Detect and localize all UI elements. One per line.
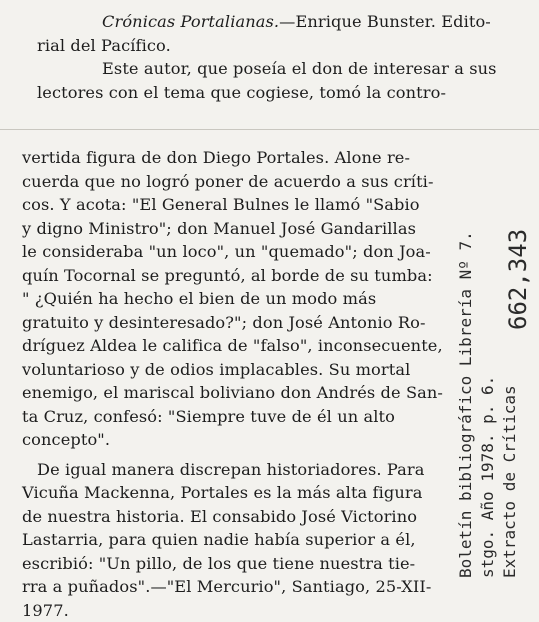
- text-line: le consideraba "un loco", un "quemado"; don Joa-: [22, 240, 467, 264]
- clipping-bottom: [22, 146, 467, 622]
- text-line: Este autor, que poseía el don de interesar a sus: [22, 57, 512, 81]
- text-line: concepto".: [22, 428, 467, 452]
- clipping-top: [22, 10, 512, 104]
- text-line: cuerda que no logró poner de acuerdo a sus críti-: [22, 170, 467, 194]
- text-line: ta Cruz, confesó: "Siempre tuve de él un alto: [22, 405, 467, 429]
- text-line: escribió: "Un pillo, de los que tiene nuestra tie-: [22, 552, 467, 576]
- text-line: de nuestra historia. El consabido José Victorino: [22, 505, 467, 529]
- text-line: enemigo, el mariscal boliviano don Andrés de San-: [22, 381, 467, 405]
- note-line: Boletín bibliográfico Librería Nº 7.: [455, 158, 477, 578]
- text-line: voluntarioso y de odios implacables. Su mortal: [22, 358, 467, 382]
- text-line: vertida figura de don Diego Portales. Alone re-: [22, 146, 467, 170]
- text-line: y digno Ministro"; don Manuel José Gandarillas: [22, 217, 467, 241]
- text-line: 1977.: [22, 599, 467, 622]
- text-line: dríguez Aldea le califica de "falso", inconsecuente,: [22, 334, 467, 358]
- text-line: Vicuña Mackenna, Portales es la más alta figura: [22, 481, 467, 505]
- handwritten-source-note: [455, 158, 521, 578]
- review-heading: [22, 10, 512, 34]
- review-author-publisher: —Enrique Bunster. Edito-: [279, 12, 491, 31]
- text-line: Lastarria, para quien nadie había superior a él,: [22, 528, 467, 552]
- text-line: quín Tocornal se preguntó, al borde de su tumba:: [22, 264, 467, 288]
- text-line: rra a puñados".—"El Mercurio", Santiago, 25-XII-: [22, 575, 467, 599]
- text-line: De igual manera discrepan historiadores. Para: [22, 458, 467, 482]
- note-line: Extracto de Críticas: [499, 158, 521, 578]
- text-line: " ¿Quién ha hecho el bien de un modo más: [22, 287, 467, 311]
- text-line: gratuito y desinteresado?"; don José Antonio Ro-: [22, 311, 467, 335]
- note-line: stgo. Año 1978. p. 6.: [477, 158, 499, 578]
- clipping-divider: [0, 129, 539, 130]
- text-line: lectores con el tema que cogiese, tomó la contro-: [22, 81, 512, 105]
- review-title: Crónicas Portalianas.: [102, 12, 279, 31]
- text-line: rial del Pacífico.: [22, 34, 512, 58]
- text-line: cos. Y acota: "El General Bulnes le llamó "Sabio: [22, 193, 467, 217]
- catalog-number: 662,343: [505, 229, 531, 330]
